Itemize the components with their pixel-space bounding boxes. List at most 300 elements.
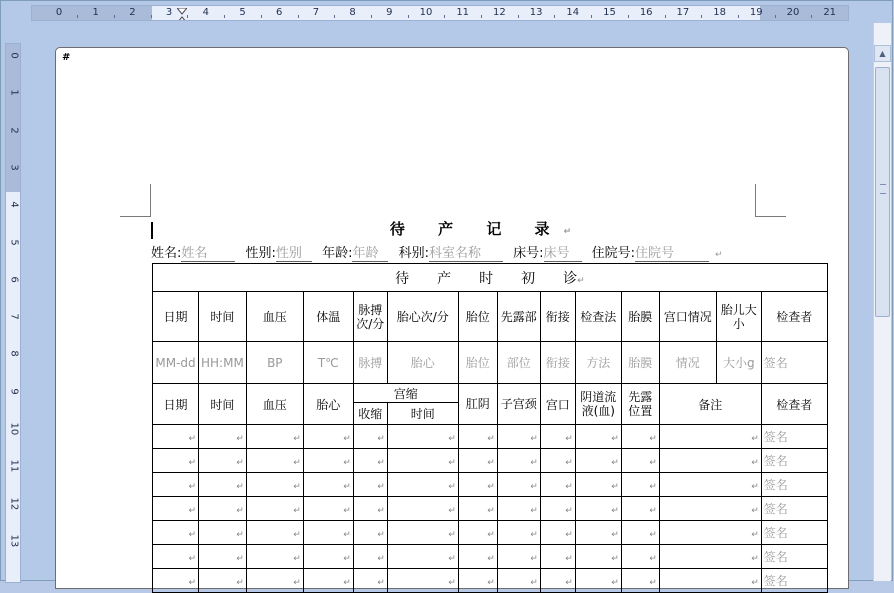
entry-cell[interactable]	[621, 497, 659, 521]
return-mark-icon: ↵	[649, 553, 657, 564]
signature-cell[interactable]: 签名	[761, 425, 827, 449]
placeholder-cell[interactable]: 胎位	[458, 342, 497, 384]
ruler-tick	[518, 15, 519, 18]
header-row-2	[153, 384, 828, 403]
placeholder-cell[interactable]: 大小g	[716, 342, 761, 384]
entry-cell[interactable]	[303, 545, 353, 569]
entry-cell[interactable]	[497, 497, 540, 521]
dept-field[interactable]: 科室名称	[429, 242, 503, 262]
ruler-number: 4	[202, 7, 209, 18]
entry-cell[interactable]	[497, 545, 540, 569]
ruler-number: 8	[349, 7, 356, 18]
return-mark-icon: ↵	[751, 553, 759, 564]
header-cell: 时间	[199, 384, 247, 425]
entry-cell[interactable]	[540, 449, 575, 473]
ruler-number: 5	[239, 7, 246, 18]
ruler-number: 10	[419, 7, 433, 18]
return-mark-icon: ↵	[751, 433, 759, 444]
entry-cell[interactable]	[621, 569, 659, 593]
ruler-tick	[408, 15, 409, 18]
entry-cell[interactable]	[497, 569, 540, 593]
header-cell: 胎位	[458, 292, 497, 342]
entry-cell[interactable]	[659, 569, 761, 593]
header-cell: 阴道流液(血)	[575, 384, 621, 425]
signature-cell[interactable]: 签名	[761, 569, 827, 593]
ruler-number: 2	[129, 7, 136, 18]
entry-cell[interactable]	[540, 569, 575, 593]
return-mark-icon: ↵	[448, 577, 456, 588]
return-mark-icon: ↵	[236, 505, 244, 516]
table-row	[153, 473, 828, 497]
return-mark-icon: ↵	[236, 529, 244, 540]
return-mark-icon: ↵	[293, 505, 301, 516]
table-row	[153, 521, 828, 545]
return-mark-icon: ↵	[343, 505, 351, 516]
gender-field[interactable]: 性别	[276, 242, 312, 262]
return-mark-icon: ↵	[565, 553, 573, 564]
entry-rows[interactable]	[153, 425, 828, 593]
header-cell: 日期	[153, 292, 199, 342]
document-page[interactable]	[55, 47, 849, 589]
table-row	[153, 342, 828, 384]
placeholder-cell[interactable]: 衔接	[540, 342, 575, 384]
entry-cell[interactable]	[458, 425, 497, 449]
entry-cell[interactable]	[575, 473, 621, 497]
inpatient-label: 住院号:	[591, 246, 636, 261]
return-mark-icon: ↵	[448, 505, 456, 516]
age-field[interactable]: 年龄	[352, 242, 388, 262]
ruler-number: 10	[8, 422, 20, 436]
entry-cell[interactable]	[575, 521, 621, 545]
ruler-number: 14	[566, 7, 580, 18]
return-mark-icon: ↵	[649, 481, 657, 492]
placeholder-cell[interactable]: 胎心	[387, 342, 458, 384]
signature-cell[interactable]: 签名	[761, 473, 827, 497]
ruler-tick	[298, 15, 299, 18]
ruler-tick	[151, 15, 152, 18]
ruler-number: 7	[8, 313, 20, 320]
table-row	[153, 425, 828, 449]
return-mark-icon: ↵	[236, 433, 244, 444]
entry-cell[interactable]	[659, 473, 761, 497]
ruler-number: 3	[165, 7, 173, 18]
return-mark-icon: ↵	[377, 505, 385, 516]
entry-cell[interactable]	[458, 521, 497, 545]
return-mark-icon: ↵	[343, 481, 351, 492]
ruler-tick	[444, 15, 445, 18]
entry-cell[interactable]	[246, 473, 303, 497]
signature-cell[interactable]: 签名	[761, 545, 827, 569]
entry-cell[interactable]	[153, 521, 199, 545]
ruler-tick	[261, 15, 262, 18]
return-mark-icon: ↵	[293, 433, 301, 444]
entry-cell[interactable]	[458, 569, 497, 593]
entry-cell[interactable]	[575, 425, 621, 449]
return-mark-icon: ↵	[530, 529, 538, 540]
ruler-number: 0	[8, 52, 20, 59]
ruler-tick	[481, 15, 482, 18]
return-mark-icon: ↵	[751, 481, 759, 492]
header-cell: 时间	[199, 292, 247, 342]
return-mark-icon: ↵	[565, 481, 573, 492]
return-mark-icon: ↵	[611, 529, 619, 540]
return-mark-icon: ↵	[343, 577, 351, 588]
entry-cell[interactable]	[353, 545, 387, 569]
name-label: 姓名:	[151, 246, 182, 261]
return-mark-icon: ↵	[487, 433, 495, 444]
return-mark-icon: ↵	[565, 433, 573, 444]
entry-cell[interactable]	[153, 545, 199, 569]
header-cell: 脉搏次/分	[353, 292, 387, 342]
return-mark-icon: ↵	[377, 481, 385, 492]
entry-cell[interactable]	[153, 569, 199, 593]
table-row	[153, 569, 828, 593]
gender-label: 性别:	[245, 246, 276, 261]
header-cell: 收缩	[353, 403, 387, 425]
placeholder-cell[interactable]: BP	[246, 342, 303, 384]
entry-cell[interactable]	[497, 521, 540, 545]
return-mark-icon: ↵	[649, 433, 657, 444]
indent-marker-icon[interactable]	[177, 8, 187, 21]
grip-icon	[880, 184, 886, 194]
return-mark-icon: ↵	[751, 457, 759, 468]
return-mark-icon: ↵	[448, 553, 456, 564]
header-cell: 检查者	[761, 292, 827, 342]
ruler-number: 1	[92, 7, 99, 18]
entry-cell[interactable]	[199, 425, 247, 449]
return-mark-icon: ↵	[487, 553, 495, 564]
return-mark-icon: ↵	[236, 457, 244, 468]
header-cell: 日期	[153, 384, 199, 425]
return-mark-icon: ↵	[487, 577, 495, 588]
entry-cell[interactable]	[621, 545, 659, 569]
ruler-tick	[738, 15, 739, 18]
ruler-number: 12	[493, 7, 506, 18]
return-mark-icon: ↵	[343, 433, 351, 444]
entry-cell[interactable]	[303, 425, 353, 449]
placeholder-cell[interactable]: 部位	[497, 342, 540, 384]
entry-cell[interactable]	[659, 521, 761, 545]
ruler-number: 18	[713, 7, 726, 18]
table-row	[153, 497, 828, 521]
horizontal-ruler[interactable]	[31, 5, 849, 21]
signature-cell[interactable]: 签名	[761, 449, 827, 473]
header-cell: 血压	[246, 292, 303, 342]
entry-cell[interactable]	[540, 521, 575, 545]
return-mark-icon: ↵	[565, 529, 573, 540]
ruler-number: 8	[8, 350, 20, 358]
return-mark-icon: ↵	[487, 481, 495, 492]
placeholder-cell[interactable]: 情况	[659, 342, 716, 384]
header-row-1	[153, 292, 828, 342]
return-mark-icon: ↵	[649, 457, 657, 468]
scroll-thumb[interactable]	[875, 67, 890, 317]
placeholder-cell[interactable]: 胎膜	[621, 342, 659, 384]
entry-cell[interactable]	[458, 473, 497, 497]
return-mark-icon: ↵	[530, 433, 538, 444]
entry-cell[interactable]	[303, 473, 353, 497]
entry-cell[interactable]	[659, 545, 761, 569]
return-mark-icon: ↵	[611, 481, 619, 492]
header-cell: 备注	[659, 384, 761, 425]
ruler-tick	[591, 15, 592, 18]
return-mark-icon: ↵	[377, 577, 385, 588]
ruler-number: 7	[312, 7, 320, 18]
header-cell: 宫口	[540, 384, 575, 425]
return-mark-icon: ↵	[448, 457, 456, 468]
vertical-scrollbar[interactable]	[873, 23, 891, 581]
return-mark-icon: ↵	[751, 529, 759, 540]
entry-cell[interactable]	[303, 497, 353, 521]
return-mark-icon: ↵	[649, 577, 657, 588]
entry-cell[interactable]	[575, 569, 621, 593]
ruler-number: 9	[386, 7, 393, 18]
ruler-number: 12	[8, 497, 20, 510]
scroll-up-arrow-icon[interactable]: ▲	[874, 45, 891, 62]
return-mark-icon: ↵	[530, 481, 538, 492]
entry-cell[interactable]	[540, 497, 575, 521]
ruler-tick	[665, 15, 666, 18]
entry-cell[interactable]	[540, 473, 575, 497]
entry-cell[interactable]	[153, 473, 199, 497]
ruler-tick	[775, 15, 776, 18]
entry-cell[interactable]	[353, 449, 387, 473]
entry-cell[interactable]	[199, 473, 247, 497]
entry-cell[interactable]	[621, 521, 659, 545]
return-mark-icon: ↵	[377, 529, 385, 540]
entry-cell[interactable]	[458, 497, 497, 521]
ruler-number: 13	[529, 7, 543, 18]
return-mark-icon: ↵	[377, 457, 385, 468]
table-row	[153, 264, 828, 292]
ruler-number: 5	[8, 238, 20, 246]
entry-cell[interactable]	[303, 569, 353, 593]
entry-cell[interactable]	[659, 425, 761, 449]
ruler-number: 1	[8, 89, 20, 96]
placeholder-cell[interactable]: MM-dd	[153, 342, 199, 384]
return-mark-icon: ↵	[293, 481, 301, 492]
return-mark-icon: ↵	[343, 529, 351, 540]
entry-cell[interactable]	[199, 569, 247, 593]
entry-cell[interactable]	[303, 449, 353, 473]
return-mark-icon: ↵	[649, 529, 657, 540]
return-mark-icon: ↵	[611, 457, 619, 468]
ruler-number: 6	[8, 276, 20, 283]
return-mark-icon: ↵	[188, 505, 196, 516]
entry-cell[interactable]	[353, 497, 387, 521]
entry-cell[interactable]	[575, 449, 621, 473]
return-mark-icon: ↵	[293, 529, 301, 540]
ruler-tick	[811, 15, 812, 18]
ruler-tick	[334, 15, 335, 18]
ruler-number: 15	[603, 7, 616, 18]
bed-field[interactable]: 床号	[544, 242, 582, 262]
header-cell: 胎膜	[621, 292, 659, 342]
labor-record-table[interactable]	[152, 263, 828, 593]
entry-cell[interactable]	[246, 425, 303, 449]
name-field[interactable]: 姓名	[181, 242, 235, 262]
entry-cell[interactable]	[458, 449, 497, 473]
placeholder-cell[interactable]: 方法	[575, 342, 621, 384]
return-mark-icon: ↵	[611, 433, 619, 444]
entry-cell[interactable]	[387, 425, 458, 449]
entry-cell[interactable]	[621, 425, 659, 449]
return-mark-icon: ↵	[377, 433, 385, 444]
ruler-number: 16	[639, 7, 653, 18]
signature-cell[interactable]: 签名	[761, 521, 827, 545]
return-mark-icon: ↵	[377, 553, 385, 564]
return-mark-icon: ↵	[236, 553, 244, 564]
header-cell: 胎心	[303, 384, 353, 425]
return-mark-icon: ↵	[530, 457, 538, 468]
table-row	[153, 449, 828, 473]
return-mark-icon: ↵	[188, 577, 196, 588]
return-mark-icon: ↵	[751, 505, 759, 516]
signature-cell[interactable]: 签名	[761, 497, 827, 521]
header-cell: 体温	[303, 292, 353, 342]
entry-cell[interactable]	[199, 449, 247, 473]
return-mark-icon: ↵	[188, 481, 196, 492]
vertical-ruler[interactable]	[5, 43, 21, 583]
return-mark-icon: ↵	[236, 481, 244, 492]
entry-cell[interactable]	[246, 521, 303, 545]
return-mark-icon: ↵	[293, 577, 301, 588]
return-mark-icon: ↵	[611, 505, 619, 516]
entry-cell[interactable]	[246, 545, 303, 569]
return-mark-icon: ↵	[448, 529, 456, 540]
return-mark-icon: ↵	[343, 553, 351, 564]
entry-cell[interactable]	[497, 425, 540, 449]
header-cell: 肛阴	[458, 384, 497, 425]
entry-cell[interactable]	[575, 497, 621, 521]
ruler-number: 0	[55, 7, 63, 18]
return-mark-icon: ↵	[611, 553, 619, 564]
entry-cell[interactable]	[659, 449, 761, 473]
return-mark-icon: ↵	[751, 577, 759, 588]
entry-cell[interactable]	[387, 545, 458, 569]
entry-cell[interactable]	[199, 497, 247, 521]
ruler-tick	[187, 15, 188, 18]
entry-cell[interactable]	[659, 497, 761, 521]
return-mark-icon: ↵	[530, 505, 538, 516]
entry-cell[interactable]	[303, 521, 353, 545]
entry-cell[interactable]	[575, 545, 621, 569]
return-mark-icon: ↵	[530, 577, 538, 588]
ruler-number: 19	[749, 7, 763, 18]
return-mark-icon: ↵	[487, 529, 495, 540]
ruler-number: 6	[276, 7, 283, 18]
ruler-number: 9	[8, 388, 20, 395]
bed-label: 床号:	[513, 246, 544, 261]
entry-cell[interactable]	[540, 545, 575, 569]
ruler-number: 3	[8, 164, 20, 171]
return-mark-icon: ↵	[565, 505, 573, 516]
return-mark-icon: ↵	[448, 433, 456, 444]
entry-cell[interactable]	[353, 425, 387, 449]
ruler-number: 2	[8, 126, 20, 134]
header-cell: 检查法	[575, 292, 621, 342]
patient-info-line: 姓名:姓名 性别:性别 年龄:年龄 科别:科室名称 床号:床号 住院号:住院号 ↵	[151, 242, 831, 262]
document-title: 待 产 记 录↵	[389, 220, 586, 238]
return-mark-icon: ↵	[188, 553, 196, 564]
entry-cell[interactable]	[387, 449, 458, 473]
entry-cell[interactable]	[246, 449, 303, 473]
header-cell: 血压	[246, 384, 303, 425]
return-mark-icon: ↵	[487, 457, 495, 468]
age-label: 年龄:	[322, 246, 353, 261]
inpatient-field[interactable]: 住院号	[635, 242, 709, 262]
ruler-number: 20	[786, 7, 800, 18]
header-cell: 宫口情况	[659, 292, 716, 342]
return-mark-icon: ↵	[649, 505, 657, 516]
header-cell: 时间	[387, 403, 458, 425]
placeholder-cell[interactable]: HH:MM	[199, 342, 247, 384]
entry-cell[interactable]	[497, 449, 540, 473]
return-mark-icon: ↵	[487, 505, 495, 516]
ruler-tick	[77, 15, 78, 18]
entry-cell[interactable]	[199, 521, 247, 545]
entry-cell[interactable]	[621, 449, 659, 473]
return-mark-icon: ↵	[448, 481, 456, 492]
return-mark-icon: ↵	[565, 577, 573, 588]
header-cell: 胎儿大小	[716, 292, 761, 342]
entry-cell[interactable]	[458, 545, 497, 569]
ruler-number: 11	[8, 459, 20, 473]
ruler-tick	[848, 15, 849, 18]
entry-cell[interactable]	[246, 497, 303, 521]
return-mark-icon: ↵	[188, 433, 196, 444]
entry-cell[interactable]	[387, 521, 458, 545]
entry-cell[interactable]	[353, 473, 387, 497]
entry-cell[interactable]	[153, 497, 199, 521]
crop-mark-right	[755, 184, 786, 217]
header-cell: 胎心次/分	[387, 292, 458, 342]
return-mark-icon: ↵	[611, 577, 619, 588]
entry-cell[interactable]	[540, 425, 575, 449]
placeholder-cell[interactable]: 脉搏	[353, 342, 387, 384]
entry-cell[interactable]	[353, 569, 387, 593]
return-mark-icon: ↵	[530, 553, 538, 564]
placeholder-cell[interactable]: 签名	[761, 342, 827, 384]
return-mark-icon: ↵	[565, 457, 573, 468]
entry-cell[interactable]	[353, 521, 387, 545]
entry-cell[interactable]	[387, 497, 458, 521]
ruler-number: 17	[676, 7, 690, 18]
entry-cell[interactable]	[153, 425, 199, 449]
return-mark-icon: ↵	[236, 577, 244, 588]
ruler-tick	[554, 15, 555, 18]
return-mark-icon: ↵	[343, 457, 351, 468]
entry-cell[interactable]	[387, 473, 458, 497]
entry-cell[interactable]	[199, 545, 247, 569]
ruler-number: 13	[8, 534, 20, 548]
page-marker: #	[62, 52, 71, 63]
placeholder-cell[interactable]: T℃	[303, 342, 353, 384]
dept-label: 科别:	[398, 246, 429, 261]
entry-cell[interactable]	[153, 449, 199, 473]
ruler-tick	[628, 15, 629, 18]
return-mark-icon: ↵	[293, 553, 301, 564]
ruler-number: 4	[8, 201, 20, 208]
entry-cell[interactable]	[497, 473, 540, 497]
entry-cell[interactable]	[246, 569, 303, 593]
header-cell: 子宫颈	[497, 384, 540, 425]
entry-cell[interactable]	[621, 473, 659, 497]
header-cell: 先露部	[497, 292, 540, 342]
return-mark-icon: ↵	[188, 457, 196, 468]
ruler-tick	[701, 15, 702, 18]
entry-cell[interactable]	[387, 569, 458, 593]
